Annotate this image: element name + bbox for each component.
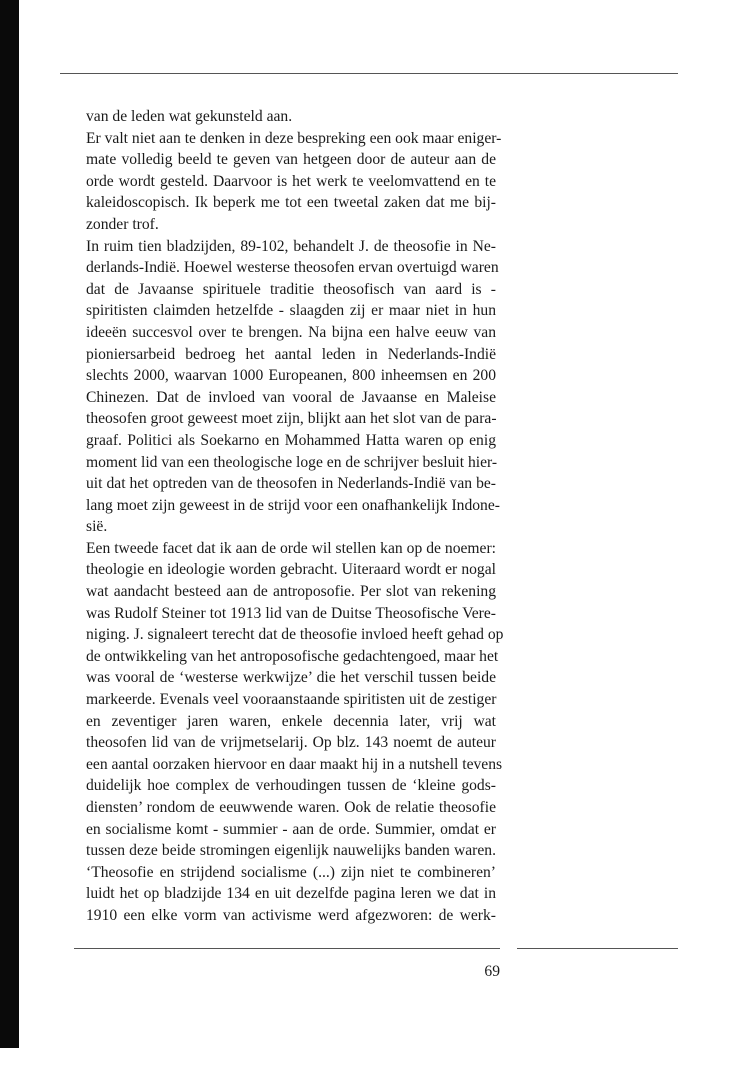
text-line: kaleidoscopisch. Ik beperk me tot een tweetal zaken dat me bij-	[86, 194, 496, 212]
text-line: Een tweede facet dat ik aan de orde wil stellen kan op de noemer:	[86, 539, 496, 557]
body-text	[86, 106, 504, 927]
page-binding-edge	[0, 0, 19, 1048]
text-line: sië.	[86, 518, 108, 536]
text-line: markeerde. Evenals veel vooraanstaande spiritisten uit de zestiger	[86, 691, 497, 709]
text-line: uit dat het optreden van de theosofen in Nederlands-Indië van be-	[86, 475, 496, 493]
text-line: theosofen lid van de vrijmetselarij. Op blz. 143 noemt de auteur	[86, 734, 496, 752]
text-line: de ontwikkeling van het antroposofische gedachtengoed, maar het	[86, 647, 499, 665]
text-line: Er valt niet aan te denken in deze bespreking een ook maar eniger-	[86, 129, 502, 147]
text-line: dat de Javaanse spirituele traditie theosofisch van aard is -	[86, 280, 496, 298]
header-rule	[60, 73, 678, 74]
text-line: wat aandacht besteed aan de antroposofie. Per slot van rekening	[86, 583, 496, 601]
text-line: niging. J. signaleert terecht dat de theosofie invloed heeft gehad op	[86, 626, 504, 644]
text-line: spiritisten claimden hetzelfde - slaagden zij er maar niet in hun	[86, 302, 496, 320]
page-number: 69	[484, 963, 500, 980]
text-line: derlands-Indië. Hoewel westerse theosofen ervan overtuigd waren	[86, 259, 499, 277]
text-line: moment lid van een theologische loge en de schrijver besluit hier-	[86, 453, 498, 471]
text-line: ideeën succesvol over te brengen. Na bijna een halve eeuw van	[86, 323, 496, 341]
text-line: diensten’ rondom de eeuwwende waren. Ook de relatie theosofie	[86, 799, 496, 816]
text-line: zonder trof.	[86, 215, 159, 233]
text-line: was Rudolf Steiner tot 1913 lid van de Duitse Theosofische Vere-	[86, 604, 496, 622]
text-line: graaf. Politici als Soekarno en Mohammed Hatta waren op enig	[86, 431, 496, 449]
text-line: en zeventiger jaren waren, enkele decennia later, vrij wat	[86, 712, 496, 730]
text-line: luidt het op bladzijde 134 en uit dezelfde pagina leren we dat in	[86, 885, 496, 903]
footer-rule-right	[517, 948, 678, 949]
text-line: van de leden wat gekunsteld aan.	[86, 108, 293, 125]
text-line: pioniersarbeid bedroeg het aantal leden in Nederlands-Indië	[86, 345, 496, 363]
text-line: theologie en ideologie worden gebracht. Uiteraard wordt er nogal	[86, 561, 496, 579]
text-line: Chinezen. Dat de invloed van vooral de Javaanse en Maleise	[86, 388, 496, 406]
text-line: een aantal oorzaken hiervoor en daar maakt hij in a nutshell tevens	[86, 755, 503, 773]
footer-rule-left	[74, 948, 500, 949]
text-line: ‘Theosofie en strijdend socialisme (...) zijn niet te combineren’	[86, 863, 496, 881]
text-line: 1910 een elke vorm van activisme werd afgezworen: de werk-	[86, 906, 496, 924]
text-line: In ruim tien bladzijden, 89-102, behandelt J. de theosofie in Ne-	[86, 237, 496, 255]
text-line: slechts 2000, waarvan 1000 Europeanen, 800 inheemsen en 200	[86, 367, 496, 385]
text-line: lang moet zijn geweest in de strijd voor een onafhankelijk Indone-	[86, 496, 500, 514]
text-line: duidelijk hoe complex de verhoudingen tussen de ‘kleine gods-	[86, 777, 496, 795]
text-line: en socialisme komt - summier - aan de orde. Summier, omdat er	[86, 820, 496, 838]
text-line: mate volledig beeld te geven van hetgeen door de auteur aan de	[86, 151, 496, 169]
text-line: theosofen groot geweest moet zijn, blijkt aan het slot van de para-	[86, 410, 497, 428]
text-line: tussen deze beide stromingen eigenlijk nauwelijks banden waren.	[86, 842, 496, 860]
text-line: was vooral de ‘westerse werkwijze’ die het verschil tussen beide	[86, 669, 496, 687]
text-line: orde wordt gesteld. Daarvoor is het werk te veelomvattend en te	[86, 172, 496, 190]
